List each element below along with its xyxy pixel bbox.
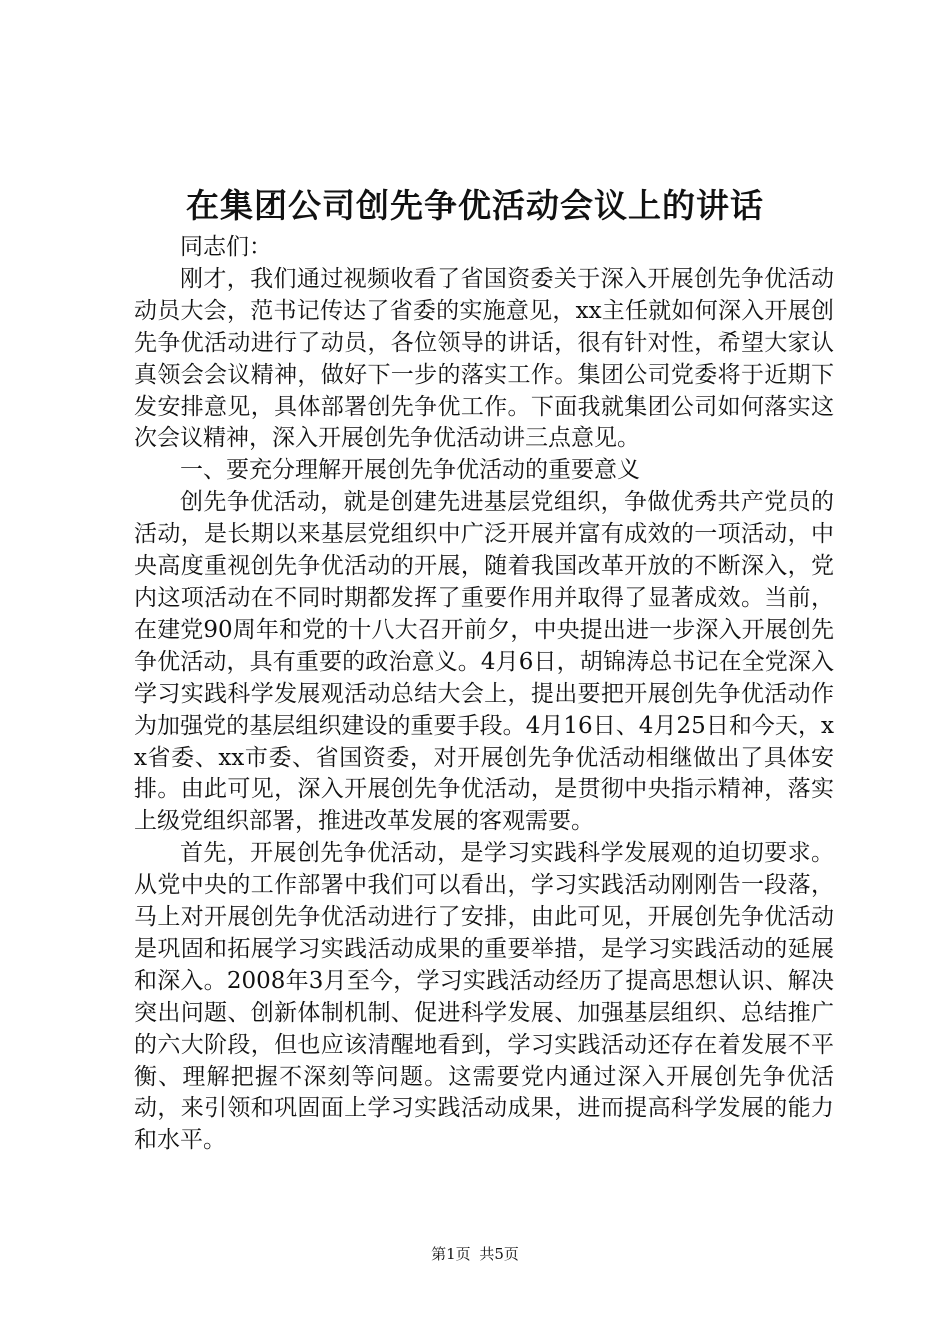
document-body [134,232,834,1157]
paragraph-first-point: 首先，开展创先争优活动，是学习实践科学发展观的迫切要求。从党中央的工作部署中我们可以看出，学习实践活动刚刚告一段落，马上对开展创先争优活动进行了安排，由此可见，开展创先争优活动是巩固和拓展学习实践活动成果的重要举措，是学习实践活动的延展和深入。2008年3月至今，学习实践活动经历了提高思想认识、解决突出问题、创新体制机制、促进科学发展、加强基层组织、总结推广的六大阶段，但也应该清醒地看到，学习实践活动还存在着发展不平衡、理解把握不深刻等问题。这需要党内通过深入开展创先争优活动，来引领和巩固面上学习实践活动成果，进而提高科学发展的能力和水平。 [134,840,834,1154]
page-footer [0,1244,950,1264]
page-number: 第1页 [431,1245,471,1263]
document-title: 在集团公司创先争优活动会议上的讲话 [186,186,764,225]
section-heading-1: 一、要充分理解开展创先争优活动的重要意义 [180,457,640,484]
salutation: 同志们： [180,234,272,260]
paragraph-intro: 刚才，我们通过视频收看了省国资委关于深入开展创先争优活动动员大会，范书记传达了省委的实施意见，xx主任就如何深入开展创先争优活动进行了动员，各位领导的讲话，很有针对性，希望大家认真领会会议精神，做好下一步的落实工作。集团公司党委将于近期下发安排意见，具体部署创先争优工作。下面我就集团公司如何落实这次会议精神，深入开展创先争优活动讲三点意见。 [134,265,834,452]
page-total: 共5页 [479,1245,519,1263]
paragraph-significance: 创先争优活动，就是创建先进基层党组织，争做优秀共产党员的活动，是长期以来基层党组织中广泛开展并富有成效的一项活动，中央高度重视创先争优活动的开展，随着我国改革开放的不断深入，党内这项活动在不同时期都发挥了重要作用并取得了显著成效。当前，在建党90周年和党的十八大召开前夕，中央提出进一步深入开展创先争优活动，具有重要的政治意义。4月6日，胡锦涛总书记在全党深入学习实践科学发展观活动总结大会上，提出要把开展创先争优活动作为加强党的基层组织建设的重要手段。4月16日、4月25日和今天，xx省委、xx市委、省国资委，对开展创先争优活动相继做出了具体安排。由此可见，深入开展创先争优活动，是贯彻中央指示精神，落实上级党组织部署，推进改革发展的客观需要。 [134,489,834,835]
